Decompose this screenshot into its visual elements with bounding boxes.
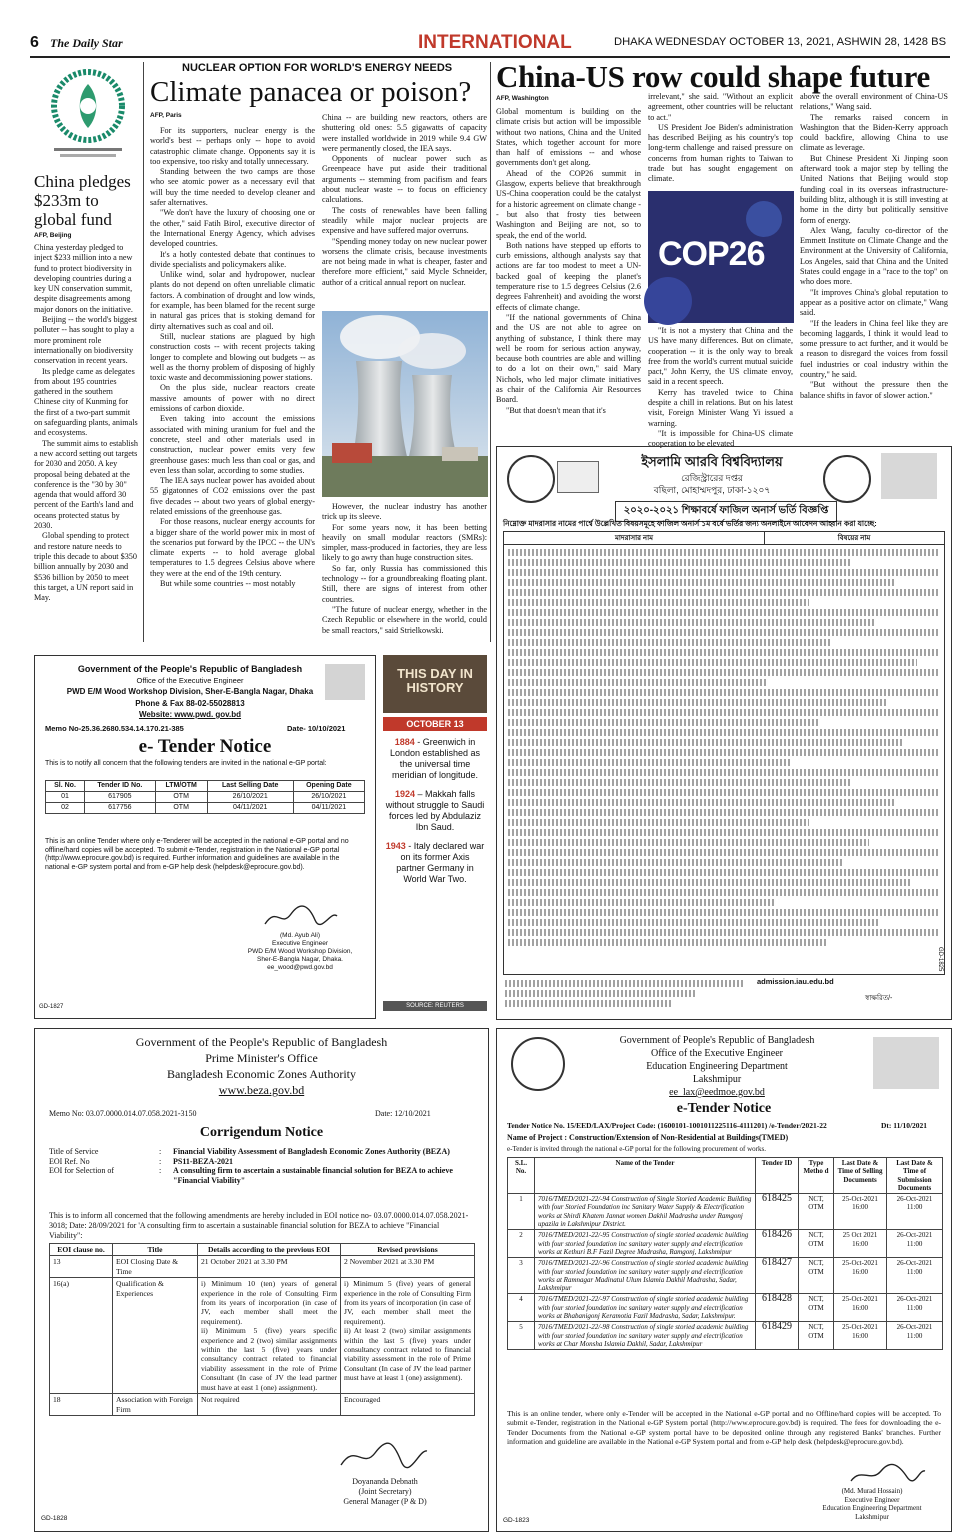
page-number: 6 xyxy=(30,34,39,51)
eed-line-3: Education Engineering Department xyxy=(646,1061,788,1072)
paragraph: "It improves China's global reputation to appear as a positive actor on climate," Wang said. xyxy=(800,287,948,318)
table-cell: 618429 xyxy=(756,1322,799,1350)
paragraph: Still, nuclear stations are plagued by high construction costs -- with recent projects taking longer to complete and blowing out budgets -- as well as the thorny problem of disposing of highly toxic waste and decommissioning power stations. xyxy=(150,331,315,383)
sig-email: ee_wood@pwd.gov.bd xyxy=(267,964,333,971)
table-head-madrasa: মাদরাসার নাম xyxy=(504,532,765,545)
dateline: DHAKA WEDNESDAY OCTOBER 13, 2021, ASHWIN 28, 1428 BS xyxy=(614,36,947,48)
china-us-column-1 xyxy=(496,107,641,437)
sig-name: Doyananda Debnath xyxy=(352,1477,418,1486)
paragraph: China yesterday pledged to inject $233 million into a new fund to protect biodiversity in developing countries during a key UN conservation summit, despite disagreements among major donors on the initiative. xyxy=(34,243,133,314)
table-cell: 7016/TMED/2021-22/-98 Construction of single storied academic building with four storied foundation inc sanitary water supply and electrification works at Char Monsha Islamia Dakhil, Sadar, Lakshmipur xyxy=(535,1322,756,1350)
table-cell: Encouraged xyxy=(341,1394,475,1416)
nuclear-byline: AFP, Paris xyxy=(150,112,182,119)
sig-name: (Md. Ayub Ali) xyxy=(280,932,320,939)
signature xyxy=(261,902,341,930)
paragraph: Its pledge came as delegates from about 195 countries gathered in the southern Chinese city of Kunming for the first of a two-part summit on safeguarding plants, animals and ecosystems. xyxy=(34,366,138,438)
table-cell: 25-Oct-2021 16:00 xyxy=(834,1194,887,1230)
header-rule xyxy=(30,56,950,58)
table-cell: 618427 xyxy=(756,1258,799,1294)
signature xyxy=(847,1461,927,1487)
pwd-phone: Phone & Fax 88-02-55028813 xyxy=(135,699,245,708)
pwd-title: e- Tender Notice xyxy=(138,736,272,757)
table-row xyxy=(46,803,365,814)
table-cell: 21 October 2021 at 3.30 PM xyxy=(198,1256,341,1278)
table-row xyxy=(508,1230,943,1258)
china-us-headline: China-US row could shape future xyxy=(496,59,930,94)
paragraph: Even taking into account the emissions associated with mining uranium for fuel and the concrete, steel and other materials used in construction, nuclear power emits very few greenhouse gases: much less than coal or gas, and even less than solar, according to some studies. xyxy=(150,414,315,475)
china-us-column-2a xyxy=(648,92,793,188)
china-us-column-3 xyxy=(800,92,948,437)
table-cell: NCT, OTM xyxy=(799,1294,834,1322)
paragraph: Kerry has traveled twice to China despite a chill in relations. But on his latest visit, Foreign Minister Wang Yi issued a warning. xyxy=(648,387,793,428)
paragraph: China -- are building new reactors, others are shuttering old ones: 5.5 gigawatts of capacity were installed worldwide in 2019 while 9.4 GW were permanently closed, the IEA says. xyxy=(322,113,487,153)
paragraph: For those reasons, nuclear energy accounts for a bigger share of the world power mix in most of the scenarios put forward by the IPCC -- the UN's climate experts -- to hold average global temperatures to 1.5 degrees Celsius above where they were at the end of the 19th century. xyxy=(150,517,315,578)
china-fund-byline: AFP, Beijing xyxy=(34,232,72,239)
table-cell: 618425 xyxy=(756,1194,799,1230)
paragraph: Standing between the two camps are those who see atomic power as a necessary evil that will buy the time needed to develop cleaner and safer alternatives. xyxy=(150,167,315,208)
field-value: PS11-BEZA-2021 xyxy=(173,1156,234,1166)
table-cell: NCT, OTM xyxy=(799,1258,834,1294)
table-cell: Association with Foreign Firm xyxy=(113,1394,198,1416)
paragraph: US President Joe Biden's administration has described Beijing as his country's top long-term challenge and raised pressure on concerns from human rights to Taiwan to trade but has sought engagement on climate. xyxy=(648,122,793,184)
history-photo xyxy=(383,655,487,713)
paragraph: "It is not a mystery that China and the US have many differences. But on climate, cooperation -- it is the only way to break free from the world's current mutual suicide pact," John Kerry, the US climate envoy, said in a recent speech. xyxy=(648,326,793,387)
beza-corrigendum-ad xyxy=(34,1028,489,1532)
beza-memo: Memo No: 03.07.0000.014.07.058.2021-3150 xyxy=(49,1109,197,1118)
table-cell: 7016/TMED/2021-22/-96 Construction of single storied academic building with four storied foundation inc sanitary water supply and electrification works at Ramnagar Madinatul Ulum Islamia Dakhil Madrasha, Sadar, Lakshmipur xyxy=(535,1258,756,1294)
beza-date: Date: 12/10/2021 xyxy=(375,1109,431,1118)
table-cell: 25-Oct-2021 16:00 xyxy=(834,1258,887,1294)
paragraph: Opponents of nuclear power such as Greenpeace have put aside their traditional arguments -- stemming from pacifism and fears about nuclear waste -- to focus on efficiency calculations. xyxy=(322,154,487,205)
paragraph: "But without the pressure then the balance shifts in favor of slower action." xyxy=(800,380,948,400)
field-value: Financial Viability Assessment of Bangladesh Economic Zones Authority (BEZA) xyxy=(173,1147,450,1156)
paragraph: Global momentum is building on the climate crisis but action will be impossible without two nations, China and the United States, which together account for more than half of emissions -- and whose governments don't get along. xyxy=(496,107,641,168)
table-cell: 25-Oct-2021 16:00 xyxy=(834,1294,887,1322)
china-fund-body xyxy=(34,243,140,603)
signature xyxy=(335,1439,431,1473)
mujib-logo xyxy=(557,461,599,493)
table-cell: 02 xyxy=(46,803,85,814)
table-header-row xyxy=(508,1158,943,1194)
university-seal-right xyxy=(823,455,871,503)
pwd-tender-ad xyxy=(34,655,376,1019)
field-key: Title of Service xyxy=(49,1147,99,1156)
column-divider xyxy=(143,62,144,642)
table-row xyxy=(46,792,365,803)
china-fund-headline: China pledges $233m to global fund xyxy=(34,172,131,229)
history-text: - Greenwich in London established as the universal time meridian of longitude. xyxy=(389,737,481,780)
nuclear-kicker: NUCLEAR OPTION FOR WORLD'S ENERGY NEEDS xyxy=(182,62,453,74)
eed-email[interactable]: ee_lax@eedmoe.gov.bd xyxy=(669,1087,765,1098)
table-row xyxy=(508,1294,943,1322)
ad-signature: স্বাক্ষরিত/- xyxy=(865,995,893,1002)
this-day-box xyxy=(383,655,487,1017)
eed-tender-table xyxy=(507,1157,943,1350)
biodiversity-logo xyxy=(44,64,132,168)
portrait-right xyxy=(881,453,937,499)
table-cell: OTM xyxy=(155,792,207,803)
paragraph: above the overall environment of China-US relations," Wang said. xyxy=(800,92,948,112)
table-header: Revised provisions xyxy=(341,1244,475,1256)
eed-line-4: Lakshmipur xyxy=(692,1074,742,1085)
table-cell: 26-Oct-2021 11:00 xyxy=(887,1230,943,1258)
paragraph: The summit aims to establish a new accord setting out targets for 2030 and 2050. A key proposal being debated at the conference is the "30 by 30" agenda that would afford 30 percent of the Earth's land and oceans protected status by 2030. xyxy=(34,438,138,531)
nuclear-column-2a xyxy=(322,113,487,307)
table-cell: 618426 xyxy=(756,1230,799,1258)
sig-office: PWD E/M Wood Workshop Division, xyxy=(247,948,353,955)
table-header: Type Metho d xyxy=(799,1158,834,1194)
china-us-column-2b xyxy=(648,326,793,449)
pwd-intro: This is to notify all concern that the following tenders are invited in the national e-GP portal: xyxy=(45,760,327,767)
history-year: 1884 xyxy=(394,737,415,747)
ad-subtitle-2: বছিলা, মোহাম্মদপুর, ঢাকা-১২০৭ xyxy=(653,485,771,495)
history-title: THIS DAY IN HISTORY xyxy=(397,666,473,695)
ad-notes xyxy=(505,977,745,1010)
table-cell: 25-Oct-2021 16:00 xyxy=(834,1322,887,1350)
table-cell: 617905 xyxy=(85,792,156,803)
paragraph: "But that doesn't mean that it's xyxy=(506,405,606,415)
table-header: Name of the Tender xyxy=(535,1158,756,1194)
history-text: – Makkah falls without struggle to Saudi forces led by Abdulaziz Ibn Saud. xyxy=(385,789,485,832)
table-row xyxy=(508,1258,943,1294)
paragraph: So far, only Russia has commissioned this technology -- for a groundbreaking floating plant. Still, there are signs of interest from other countries. xyxy=(322,563,487,604)
sig-name: (Md. Murad Hossain) xyxy=(841,1487,903,1495)
nuclear-column-2b xyxy=(322,502,487,642)
table-header: Last Date & Time of Submission Documents xyxy=(887,1158,943,1194)
paragraph: Unlike wind, solar and hydropower, nuclear plants do not depend on often unreliable climatic factors. A combination of drought and low winds, for example, has been blamed for the recent surge in natural gas prices that is stoking demand for dirty alternatives such as coal and oil. xyxy=(150,270,315,331)
paragraph: "Spending money today on new nuclear power worsens the climate crisis, because investments are not being made in what is cheaper, faster and therefore more efficient," said Mycle Schneider, author of a critical annual report on nuclear. xyxy=(322,236,487,287)
university-logo xyxy=(507,455,555,503)
nuclear-headline: Climate panacea or poison? xyxy=(150,76,472,108)
gd-number: GD-1825 xyxy=(937,947,943,972)
page-header xyxy=(30,30,950,56)
table-cell: 26/10/2021 xyxy=(293,792,364,803)
pwd-date: Date- 10/10/2021 xyxy=(287,724,346,733)
table-cell: 26-Oct-2021 11:00 xyxy=(887,1194,943,1230)
field-value: A consulting firm to ascertain a sustainable financial solution for BEZA to achieve "Financial Viability" xyxy=(173,1166,453,1185)
pwd-line-1: Government of the People's Republic of Bangladesh xyxy=(77,664,303,674)
sig-title: (Joint Secretary) xyxy=(358,1487,412,1496)
beza-fields xyxy=(49,1147,477,1185)
table-cell: 26-Oct-2021 11:00 xyxy=(887,1258,943,1294)
table-cell: 617756 xyxy=(85,803,156,814)
table-cell: 04/11/2021 xyxy=(207,803,293,814)
table-row xyxy=(508,1322,943,1350)
table-cell: 04/11/2021 xyxy=(293,803,364,814)
field-row: EOI Ref. No : PS11-BEZA-2021 xyxy=(49,1156,234,1166)
beza-intro: This is to inform all concerned that the following amendments are hereby included in EOI notice no- 03.07.0000.014.07.058.2021-3018; Date: 28/09/2021 for 'A consulting firm to ascertain a sustainable financial solution for BEZA to achieve "Financial Viability": xyxy=(49,1211,469,1240)
eed-line-2: Office of the Executive Engineer xyxy=(651,1048,783,1059)
beza-line-3: Bangladesh Economic Zones Authority xyxy=(167,1067,356,1081)
china-fund-article xyxy=(34,172,140,642)
eed-tender-ad xyxy=(496,1028,952,1532)
table-row xyxy=(508,1194,943,1230)
history-list xyxy=(385,737,485,893)
sig-place: Lakshmipur xyxy=(855,1512,889,1521)
table-cell: 7016/TMED/2021-22/-94 Construction of Single Storied Academic Building with four Storied Foundation inc Sanitary Water Supply & Electrification works at Shirdi Khatem Jannat women Dakhil Madrasha under Ramgonj upazila in Lakshmipur District. xyxy=(535,1194,756,1230)
table-cell: 18 xyxy=(50,1394,113,1416)
paragraph: Both nations have stepped up efforts to curb emissions, although analysts say that actions are far too modest to meet a UN-backed goal of keeping the planet's temperature rise to 1.5 degrees Celsius (2.6 degrees Fahrenheit) and avoiding the worst effects of climate change. xyxy=(496,240,641,312)
table-header: Opening Date xyxy=(293,781,364,792)
history-item xyxy=(385,841,485,885)
field-row: Title of Service : Financial Viability Assessment of Bangladesh Economic Zones Authority (BEZA) xyxy=(49,1147,450,1156)
ad-banner: ২০২০-২০২১ শিক্ষাবর্ষে ফাজিল অনার্স ভর্তি বিজ্ঞপ্তি xyxy=(615,501,837,522)
china-us-byline: AFP, Washington xyxy=(496,95,549,102)
sig-title: General Manager (P & D) xyxy=(343,1497,427,1506)
table-header: LTM/OTM xyxy=(155,781,207,792)
table-header: Tender ID No. xyxy=(85,781,156,792)
history-text: - Italy declared war on its former Axis partner Germany in World War Two. xyxy=(396,841,485,884)
paragraph: But while some countries -- most notably xyxy=(160,579,296,589)
eed-line-1: Government of People's Republic of Bangladesh xyxy=(619,1035,815,1046)
table-row xyxy=(50,1256,475,1278)
table-header: Details according to the previous EOI xyxy=(198,1244,341,1256)
history-date: OCTOBER 13 xyxy=(383,717,487,731)
paper-name: The Daily Star xyxy=(50,36,123,50)
eed-signature-block xyxy=(797,1487,947,1521)
paragraph: However, the nuclear industry has another trick up its sleeve. xyxy=(322,502,487,522)
ad-title: ইসলামি আরবি বিশ্ববিদ্যালয় xyxy=(641,454,783,469)
table-cell: OTM xyxy=(155,803,207,814)
field-key: EOI for Selection of xyxy=(49,1166,115,1175)
table-cell: 26-Oct-2021 11:00 xyxy=(887,1294,943,1322)
beza-line-2: Prime Minister's Office xyxy=(205,1051,318,1065)
table-cell: Qualification & Experiences xyxy=(113,1278,198,1394)
table-head-subject: বিষয়ের নাম xyxy=(764,532,944,545)
table-cell: 1 xyxy=(508,1194,535,1230)
pwd-body: This is an online Tender where only e-Tenderer will be accepted in the national e-GP portal and no offline/hard copies will be accepted. To submit e-Tender, registration in the National e-GP portal (http://www.eprocure.gov.bd) is required. Further information and guidelines are available in the national e-GP system portal and from e-GP help desk (helpdesk@eprocure.gov.bd). xyxy=(45,838,349,871)
column-divider xyxy=(490,62,491,642)
beza-amendment-table xyxy=(49,1243,475,1416)
paragraph: The IEA says nuclear power has avoided about 55 gigatonnes of CO2 emissions over the past five decades -- about two years of global energy-related emissions of the greenhouse gas. xyxy=(150,476,315,516)
pwd-memo: Memo No-25.36.2680.534.14.170.21-385 xyxy=(45,724,184,733)
table-cell: Not required xyxy=(198,1394,341,1416)
paragraph: irrelevant," she said. "Without an explicit agreement, other countries will be reluctant to act." xyxy=(648,92,793,122)
eed-body: This is an online tender, where only e-Tender will be accepted in the National e-GP portal and no Offline/hard copies will be accepted. To submit e-Tender, registration in the National e-GP System portal (http://www.eprocure.gov.bd) is required. The fees for downloading the e-Tender Documents from the National e-GP system portal have to be deposited online through any registered Banks' branches. Further information and guideline are available in the National e-GP System portal and from e-GP help desk (helpdesk@eprocure.gov.bd). xyxy=(507,1409,941,1447)
history-year: 1943 xyxy=(385,841,406,851)
paragraph: "It is impossible for China-US climate cooperation to be elevated xyxy=(648,428,793,449)
table-cell: EOI Closing Date & Time xyxy=(113,1256,198,1278)
table-header: Tender ID xyxy=(756,1158,799,1194)
table-body xyxy=(508,546,938,970)
eed-invite: e-Tender is invited through the national e-GP portal for the following procurement of works. xyxy=(507,1145,766,1153)
pwd-tender-table xyxy=(45,780,365,814)
table-header: Sl. No. xyxy=(46,781,85,792)
beza-website[interactable]: www.beza.gov.bd xyxy=(218,1083,305,1097)
history-item xyxy=(385,789,485,833)
paragraph: For its supporters, nuclear energy is the world's best -- perhaps only -- hope to avoid catastrophic climate change. Opponents say it is too expensive, too risky and totally unnecessary. xyxy=(150,126,315,166)
sig-title: Executive Engineer xyxy=(844,1495,900,1504)
table-cell: 5 xyxy=(508,1322,535,1350)
paragraph: "If the leaders in China feel like they are becoming laggards, I think it would lead to some pressure to act further, and it would be a reason to disregard the voices from fossil fuel industries or coal industry within the country," he said. xyxy=(800,318,948,380)
government-emblem xyxy=(511,1037,565,1091)
table-header: EOI clause no. xyxy=(50,1244,113,1256)
portrait xyxy=(873,1037,939,1089)
section-title: INTERNATIONAL xyxy=(418,32,572,53)
paragraph: Beijing -- the world's biggest polluter -- has sought to play a more prominent role internationally on biodiversity conservation in recent years. xyxy=(34,315,138,366)
history-year: 1924 xyxy=(394,789,415,799)
table-cell: 16(a) xyxy=(50,1278,113,1394)
paragraph: "The future of nuclear energy, whether in the Czech Republic or elsewhere in the world, could be small reactors," said Strielkowski. xyxy=(322,604,487,635)
table-cell: 2 November 2021 at 3.30 PM xyxy=(341,1256,475,1278)
table-cell: 618428 xyxy=(756,1294,799,1322)
table-cell: 7016/TMED/2021-22/-95 Construction of single storied academic building with four storied foundation inc sanitary water supply and electrification works at Kethuri B.F Fazil Degree Madrasha, Ramgonj, Lakshmipur xyxy=(535,1230,756,1258)
table-header: Last Selling Date xyxy=(207,781,293,792)
cop26-label: COP26 xyxy=(658,235,765,273)
beza-title: Corrigendum Notice xyxy=(199,1125,324,1140)
madrasa-table xyxy=(503,531,945,975)
paragraph: Alex Wang, faculty co-director of the Emmett Institute on Climate Change and the Environment at the University of California, Los Angeles, said that China and the United States could engage in a "race to the top" on who does more. xyxy=(800,225,948,287)
table-cell: 3 xyxy=(508,1258,535,1294)
beza-line-1: Government of the People's Republic of Bangladesh xyxy=(135,1035,388,1049)
table-row xyxy=(50,1278,475,1394)
sig-title: Executive Engineer xyxy=(271,940,328,947)
nuclear-column-1 xyxy=(150,126,315,642)
gd-number: GD-1827 xyxy=(39,1004,64,1010)
field-row: EOI for Selection of : A consulting firm to ascertain a sustainable financial solution for BEZA to achieve "Financial Viability" xyxy=(49,1166,477,1185)
nuclear-plant-photo xyxy=(322,311,488,497)
table-cell: 13 xyxy=(50,1256,113,1278)
ad-subtitle-1: রেজিস্ট্রারের দপ্তর xyxy=(681,473,743,483)
table-row xyxy=(50,1394,475,1416)
eed-project: Name of Project : Construction/Extension of Non-Residential at Buildings(TMED) xyxy=(507,1133,789,1142)
table-cell: 25 Oct 2021 16:00 xyxy=(834,1230,887,1258)
field-key: EOI Ref. No xyxy=(49,1156,90,1166)
ad-intro: নিম্নোক্ত মাদরাসার নামের পার্শ্বে উল্লেখিত বিষয়সমূহে ফাজিল অনার্স ১ম বর্ষে ভর্তির জন্য অনলাইনে আবেদন আহ্বান করা যাচ্ছে: xyxy=(503,519,877,528)
table-cell: 2 xyxy=(508,1230,535,1258)
paragraph: It's a hotly contested debate that continues to divide specialists and policymakers alike. xyxy=(150,249,315,269)
gd-number: GD-1828 xyxy=(41,1515,68,1522)
paragraph: The remarks raised concern in Washington that the Biden-Kerry approach could backfire, allowing China to use climate as leverage. xyxy=(800,112,948,153)
paragraph: On the plus side, nuclear reactors create massive amounts of power with no direct emissions of carbon dioxide. xyxy=(150,383,315,414)
eed-date: Dt: 11/10/2021 xyxy=(881,1121,928,1130)
paragraph: Global spending to protect and restore nature needs to triple this decade to about $350 billion annually by 2030 and $536 billion by 2050 to meet this target, a UN report said in May. xyxy=(34,531,137,603)
portrait xyxy=(325,664,365,700)
cop26-photo xyxy=(648,191,794,323)
history-item xyxy=(385,737,485,781)
paragraph: "We don't have the luxury of choosing one or the other," said Fatih Birol, executive director of the International Energy Agency, which advises developed countries. xyxy=(150,208,315,249)
paragraph: Ahead of the COP26 summit in Glasgow, experts believe that breakthrough US-China cooperation could be the catalyst for a historic agreement on climate change -- but also that frosty ties between Washington and Beijing are not, so to speak, the end of the world. xyxy=(496,168,641,240)
paragraph: The costs of renewables have been falling steadily while major nuclear projects are expensive and have suffered major overruns. xyxy=(322,205,487,236)
sig-office: Education Engineering Department xyxy=(822,1504,922,1512)
table-header-row xyxy=(50,1244,475,1256)
table-cell: 26/10/2021 xyxy=(207,792,293,803)
table-cell: NCT, OTM xyxy=(799,1230,834,1258)
islamic-university-ad xyxy=(496,446,952,1020)
gd-number: GD-1823 xyxy=(503,1517,530,1524)
table-header: S.L. No. xyxy=(508,1158,535,1194)
pwd-line-2: Office of the Executive Engineer xyxy=(136,676,244,685)
table-cell: i) Minimum 10 (ten) years of general experience in the role of Consulting Firm from its years of incorporation (in case of JV, each member shall meet the requirement). ii) Minimum 5 (five) years specific experience and 2 (two) similar assignments within the last 5 (five) years under consultancy contract related to financial viability assessment in the role of Prime Consultant (In case of JV the lead partner must have at east 1 (one) assignment). xyxy=(198,1278,341,1394)
table-cell: 01 xyxy=(46,792,85,803)
eed-notice-no: Tender Notice No. 15/EED/LAX/Project Code: (1600101-1001011225116-4111201) /e-Tender/2021-22 xyxy=(507,1121,827,1130)
table-header: Title xyxy=(113,1244,198,1256)
paragraph: "If the national governments of China and the US are not able to agree on anything of substance, I think there may well be room for serious action anyway, because both countries are able and willing to do a lot on their own," said Mary Nichols, who led major climate initiatives as chair of the California Air Resources Board. xyxy=(496,312,641,405)
sig-place: Sher-E-Bangla Nagar, Dhaka. xyxy=(257,956,343,963)
table-cell: i) Minimum 5 (five) years of general experience in the role of Consulting Firm from its years of incorporation (in case of JV, each member shall meet the requirement). ii) At least 2 (two) similar assignments within the last 5 (five) years under consultancy contract related to financial viability assessment in the role of Prime Consultant (In case of JV the lead partner must have at least 1 (one) assignment). xyxy=(341,1278,475,1394)
table-cell: 4 xyxy=(508,1294,535,1322)
table-header-row xyxy=(46,781,365,792)
admission-url[interactable]: admission.iau.edu.bd xyxy=(757,977,834,986)
table-cell: 7016/TMED/2021-22/-97 Construction of single storied academic building with four storied foundation inc sanitary water supply and electrification works at Bhabanigonj Keramotia Fazil Madrasha, Sadar, Lakshmipur. xyxy=(535,1294,756,1322)
history-source: SOURCE: REUTERS xyxy=(383,1001,487,1011)
beza-signature-block xyxy=(305,1477,465,1507)
table-cell: NCT, OTM xyxy=(799,1194,834,1230)
table-header: Last Date & Time of Selling Documents xyxy=(834,1158,887,1194)
eed-title: e-Tender Notice xyxy=(676,1101,772,1116)
paragraph: But Chinese President Xi Jinping soon afterward took a major step by telling the United Nations that Beijing would stop funding coal in its overseas infrastructure-building blitz, although it is still investing at home in the dirty but politically sensitive form of energy. xyxy=(800,153,948,225)
pwd-website[interactable]: Website: www.pwd. gov.bd xyxy=(138,710,242,719)
table-cell: NCT, OTM xyxy=(799,1322,834,1350)
pwd-line-3: PWD E/M Wood Workshop Division, Sher-E-Bangla Nagar, Dhaka xyxy=(66,687,314,696)
table-cell: 26-Oct-2021 11:00 xyxy=(887,1322,943,1350)
paragraph: For some years now, it has been betting heavily on small modular reactors (SMRs): simpler, mass-produced in factories, they are less likely to go awry than huge construction sites. xyxy=(322,522,487,563)
pwd-signature-block xyxy=(225,932,375,972)
